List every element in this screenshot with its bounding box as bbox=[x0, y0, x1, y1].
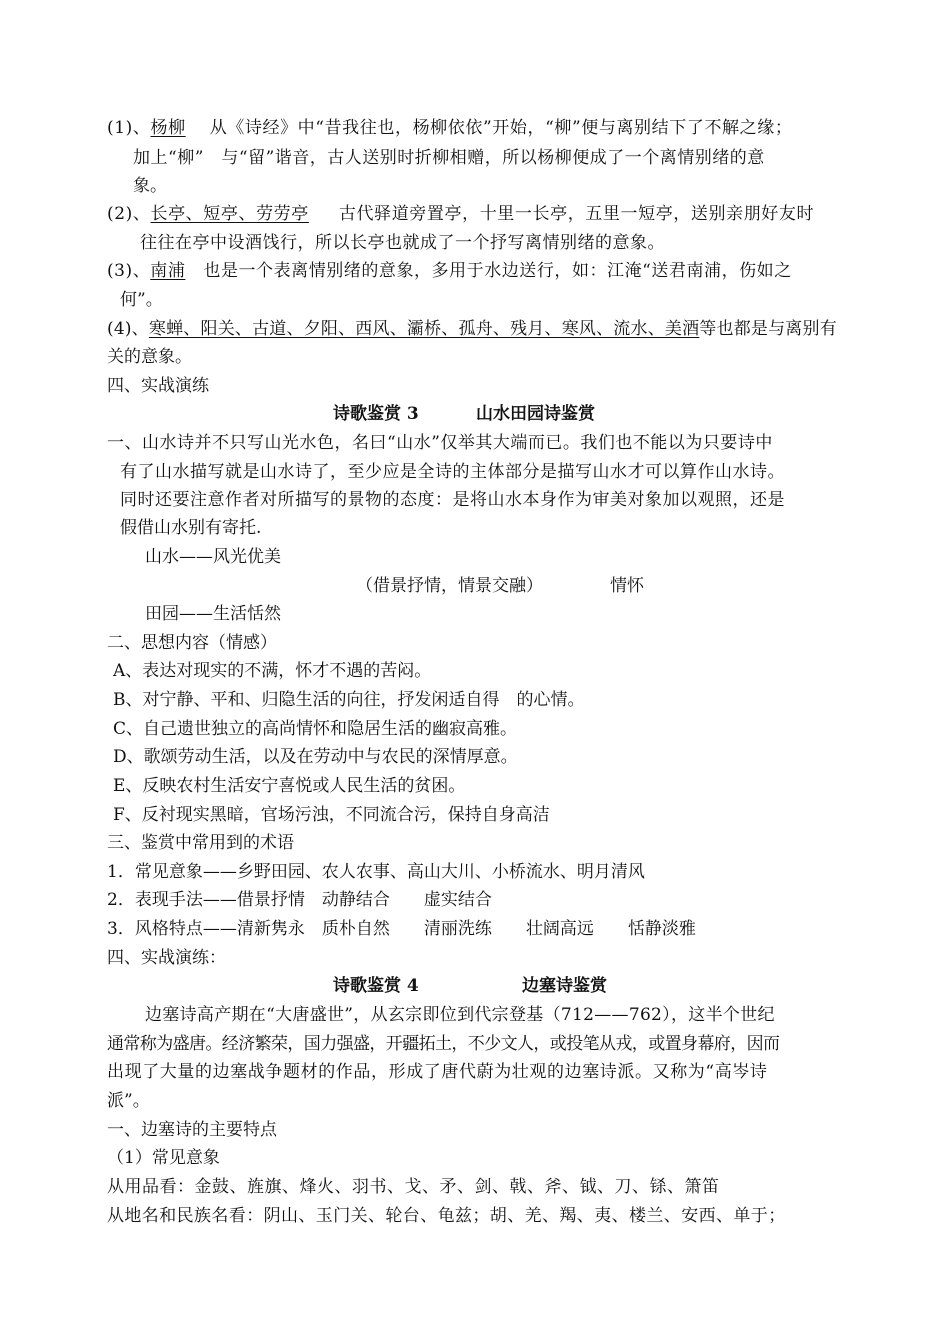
section-2-heading: 二、思想内容（情感） bbox=[107, 633, 277, 653]
biansai-list-2: 从地名和民族名看：阴山、玉门关、轮台、龟兹；胡、羌、羯、夷、楼兰、安西、单于； bbox=[107, 1206, 786, 1226]
item-1-line-2: 加上“柳” 与“留”谐音，古人送别时折柳相赠，所以杨柳便成了一个离情别绪的意 bbox=[133, 148, 765, 168]
item-1-text-a: 从《诗经》中“昔我往也，杨柳依依”开始，“柳”便与离别结下了不解之缘； bbox=[209, 118, 793, 138]
section-practice-2: 四、实战演练： bbox=[107, 948, 226, 968]
item-4-line-2: 关的意象。 bbox=[107, 347, 192, 367]
section-3-term-2: 2．表现手法——借景抒情 动静结合 虚实结合 bbox=[107, 890, 492, 910]
title-poetry-3-left: 诗歌鉴赏 3 bbox=[333, 404, 419, 424]
title-poetry-4-left: 诗歌鉴赏 4 bbox=[333, 976, 419, 996]
shanshui-para-line-3: 同时还要注意作者对所描写的景物的态度：是将山水本身作为审美对象加以观照，还是 bbox=[120, 490, 785, 510]
item-3-line-1 bbox=[107, 260, 792, 282]
item-3-term: 南浦 bbox=[150, 261, 186, 281]
item-2-number: (2)、 bbox=[107, 204, 151, 224]
biansai-para-line-4: 派”。 bbox=[107, 1091, 150, 1111]
item-1-term: 杨柳 bbox=[150, 118, 186, 138]
item-1-line-3: 象。 bbox=[133, 176, 167, 196]
item-2-text-a: 古代驿道旁置亭，十里一长亭，五里一短亭，送别亲朋好友时 bbox=[338, 204, 815, 224]
section-2-item-a: A、表达对现实的不满，怀才不遇的苦闷。 bbox=[113, 661, 432, 681]
item-2-line-2: 往往在亭中设酒饯行，所以长亭也就成了一个抒写离情别绪的意象。 bbox=[140, 233, 665, 253]
item-4-number: (4)、 bbox=[107, 319, 149, 339]
section-2-item-f: F、反衬现实黑暗，官场污浊，不同流合污，保持自身高洁 bbox=[113, 805, 550, 825]
item-1-line-1 bbox=[107, 117, 792, 139]
section-2-item-d: D、歌颂劳动生活，以及在劳动中与农民的深情厚意。 bbox=[113, 747, 518, 767]
item-1-number: (1)、 bbox=[107, 118, 151, 138]
section-3-heading: 三、鉴赏中常用到的术语 bbox=[107, 833, 294, 853]
section-3-term-1: 1．常见意象——乡野田园、农人农事、高山大川、小桥流水、明月清风 bbox=[107, 862, 645, 882]
diagram-tianyuan: 田园——生活恬然 bbox=[145, 604, 281, 624]
diagram-emotion: 情怀 bbox=[610, 576, 644, 596]
diagram-shanshui: 山水——风光优美 bbox=[145, 547, 281, 567]
section-2-item-e: E、反映农村生活安宁喜悦或人民生活的贫困。 bbox=[113, 776, 466, 796]
biansai-para-line-2: 通常称为盛唐。经济繁荣，国力强盛，开疆拓土，不少文人，或投笔从戎，或置身幕府，因而 bbox=[107, 1034, 780, 1054]
item-2-term: 长亭、短亭、劳劳亭 bbox=[150, 204, 309, 224]
biansai-para-line-1: 边塞诗高产期在“大唐盛世”，从玄宗即位到代宗登基（712——762），这半个世纪 bbox=[145, 1005, 775, 1025]
diagram-method: （借景抒情，情景交融） bbox=[356, 576, 543, 596]
biansai-para-line-3: 出现了大量的边塞战争题材的作品，形成了唐代蔚为壮观的边塞诗派。又称为“高岑诗 bbox=[107, 1062, 768, 1082]
item-3-text-a: 也是一个表离情别绪的意象，多用于水边送行，如：江淹“送君南浦，伤如之 bbox=[203, 261, 792, 281]
shanshui-para-line-1: 一、山水诗并不只写山光水色，名曰“山水”仅举其大端而已。我们也不能以为只要诗中 bbox=[107, 433, 773, 453]
shanshui-para-line-4: 假借山水别有寄托. bbox=[120, 518, 262, 538]
shanshui-para-line-2: 有了山水描写就是山水诗了，至少应是全诗的主体部分是描写山水才可以算作山水诗。 bbox=[120, 462, 785, 482]
section-3-term-3: 3．风格特点——清新隽永 质朴自然 清丽洗练 壮阔高远 恬静淡雅 bbox=[107, 919, 696, 939]
item-3-number: (3)、 bbox=[107, 261, 151, 281]
biansai-heading-1: 一、边塞诗的主要特点 bbox=[107, 1120, 277, 1140]
item-3-line-2: 何”。 bbox=[120, 290, 163, 310]
biansai-heading-2: （1）常见意象 bbox=[107, 1148, 220, 1168]
title-poetry-3-right: 山水田园诗鉴赏 bbox=[476, 404, 595, 424]
item-4-line-1 bbox=[107, 318, 837, 340]
section-2-item-c: C、自己遗世独立的高尚情怀和隐居生活的幽寂高雅。 bbox=[113, 719, 518, 739]
item-4-terms: 寒蝉、阳关、古道、夕阳、西风、灞桥、孤舟、残月、寒风、流水、美酒 bbox=[148, 319, 700, 339]
title-poetry-4-right: 边塞诗鉴赏 bbox=[522, 976, 607, 996]
section-2-item-b: B、对宁静、平和、归隐生活的向往，抒发闲适自得 的心情。 bbox=[113, 690, 585, 710]
item-4-text-a: 等也都是与离别有 bbox=[699, 319, 837, 339]
biansai-list-1: 从用品看：金鼓、旌旗、烽火、羽书、戈、矛、剑、戟、斧、钺、刀、铩、箫笛 bbox=[107, 1177, 720, 1197]
section-practice-1: 四、实战演练 bbox=[107, 376, 209, 396]
item-2-line-1 bbox=[107, 203, 814, 225]
